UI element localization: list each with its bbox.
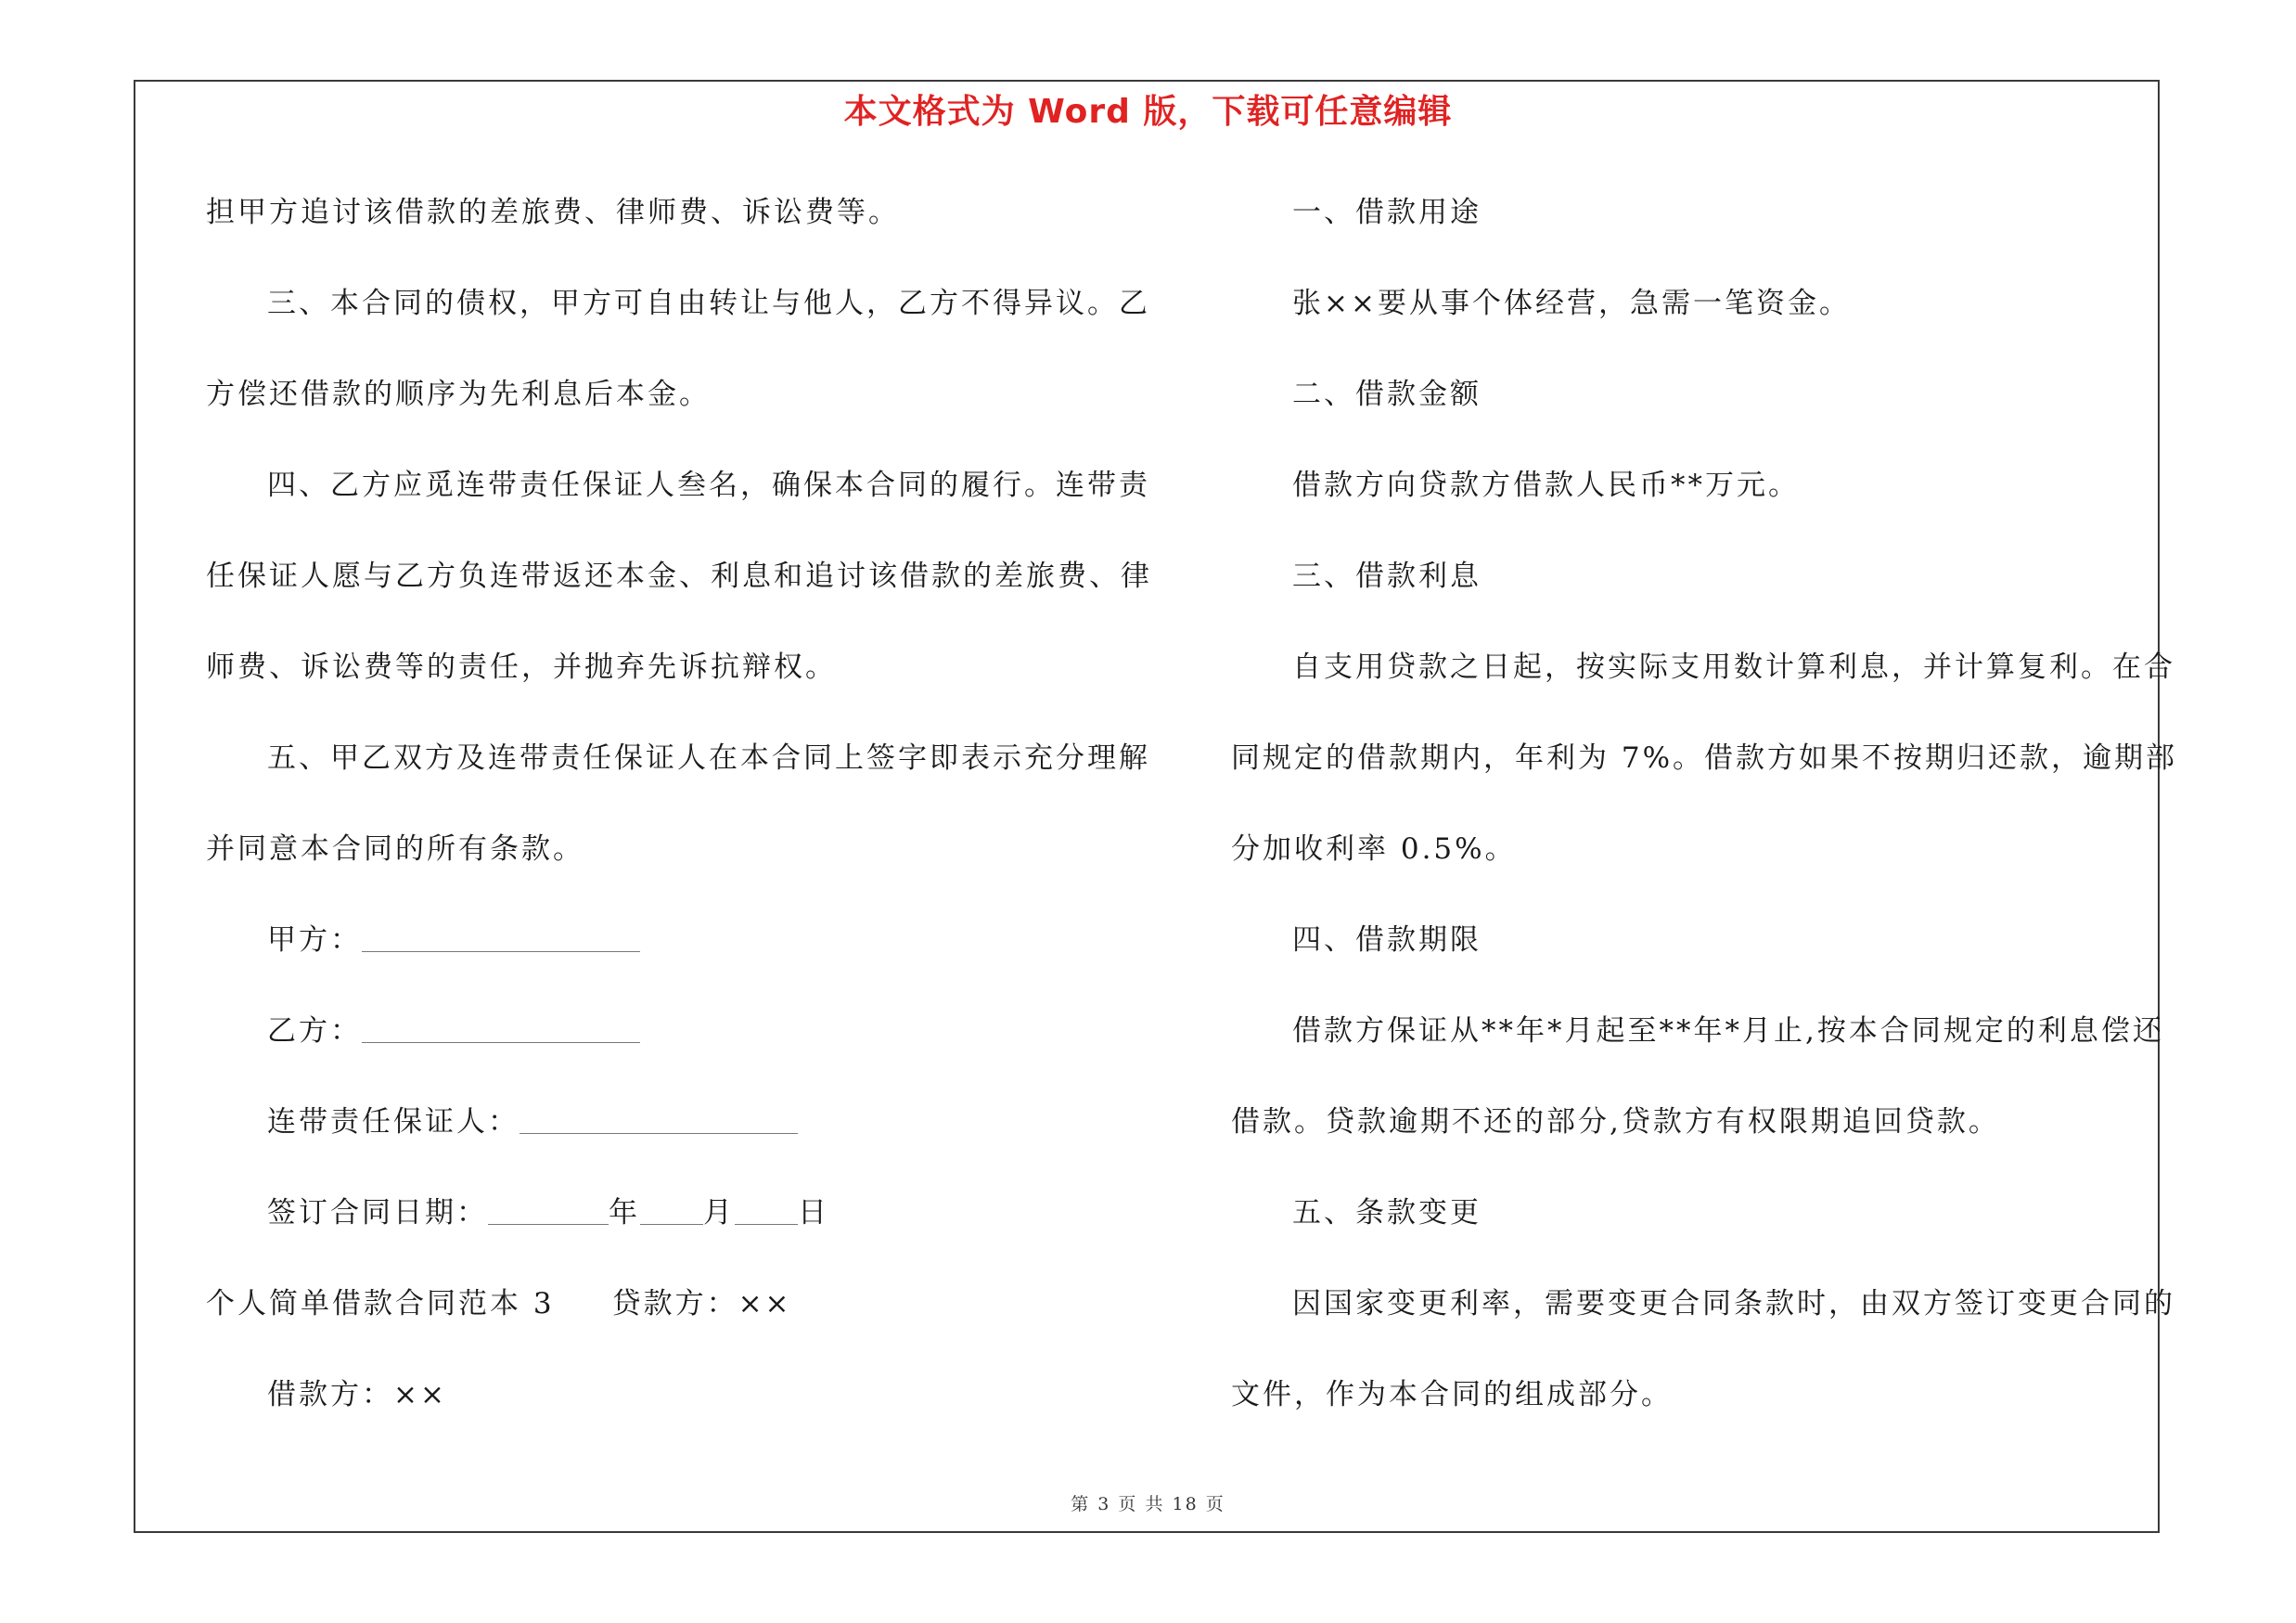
text-line: 五、甲乙双方及连带责任保证人在本合同上签字即表示充分理解 xyxy=(267,741,1150,775)
text-line: 并同意本合同的所有条款。 xyxy=(206,832,584,866)
page-number: 第 3 页 共 18 页 xyxy=(1071,1494,1225,1514)
text-line: 借款。贷款逾期不还的部分,贷款方有权限期追回贷款。 xyxy=(1231,1105,2000,1139)
text-line: 三、本合同的债权，甲方可自由转让与他人，乙方不得异议。乙 xyxy=(267,287,1150,320)
day-blank xyxy=(735,1204,798,1225)
borrower: 借款方：×× xyxy=(267,1378,447,1411)
left-column xyxy=(206,180,1152,1453)
party-a-signature xyxy=(206,908,1134,998)
section-heading: 五、条款变更 xyxy=(1292,1196,1481,1230)
text-line: 因国家变更利率，需要变更合同条款时，由双方签订变更合同的 xyxy=(1292,1287,2175,1320)
guarantor-signature-blank xyxy=(519,1113,798,1134)
guarantor-label: 连带责任保证人： xyxy=(267,1105,519,1139)
text-line: 文件，作为本合同的组成部分。 xyxy=(1231,1378,1673,1411)
year-char: 年 xyxy=(609,1196,640,1230)
right-column xyxy=(1231,180,2178,1453)
section-heading: 四、借款期限 xyxy=(1292,923,1481,957)
year-blank xyxy=(488,1204,609,1225)
party-b-signature xyxy=(206,998,1134,1089)
sign-date-label: 签订合同日期： xyxy=(267,1196,488,1230)
text-line: 方偿还借款的顺序为先利息后本金。 xyxy=(206,378,711,411)
text-line: 担甲方追讨该借款的差旅费、律师费、诉讼费等。 xyxy=(206,196,900,229)
section-heading: 三、借款利息 xyxy=(1292,560,1481,593)
template-title-line xyxy=(206,1271,1134,1362)
month-blank xyxy=(640,1204,703,1225)
party-a-label: 甲方： xyxy=(267,923,362,957)
party-b-label: 乙方： xyxy=(267,1014,362,1048)
text-line: 借款方向贷款方借款人民币**万元。 xyxy=(1292,469,1800,502)
section-heading: 二、借款金额 xyxy=(1292,378,1481,411)
text-line: 借款方保证从**年*月起至**年*月止,按本合同规定的利息偿还 xyxy=(1292,1014,2164,1048)
text-line: 四、乙方应觅连带责任保证人叁名，确保本合同的履行。连带责 xyxy=(267,469,1150,502)
text-line: 自支用贷款之日起，按实际支用数计算利息，并计算复利。在合 xyxy=(1292,650,2175,684)
word-format-banner: 本文格式为 Word 版，下载可任意编辑 xyxy=(843,93,1453,131)
month-char: 月 xyxy=(703,1196,735,1230)
day-char: 日 xyxy=(798,1196,829,1230)
template-title: 个人简单借款合同范本 3 xyxy=(206,1287,555,1320)
text-line: 同规定的借款期内，年利为 7%。借款方如果不按期归还款，逾期部 xyxy=(1231,741,2178,775)
text-line: 张××要从事个体经营，急需一笔资金。 xyxy=(1292,287,1851,320)
sign-date xyxy=(206,1180,1134,1271)
text-line: 任保证人愿与乙方负连带返还本金、利息和追讨该借款的差旅费、律 xyxy=(206,560,1152,593)
text-line: 师费、诉讼费等的责任，并抛弃先诉抗辩权。 xyxy=(206,650,837,684)
party-b-signature-blank xyxy=(362,1022,640,1043)
party-a-signature-blank xyxy=(362,931,640,952)
lender: 贷款方：×× xyxy=(611,1287,792,1320)
section-heading: 一、借款用途 xyxy=(1292,196,1481,229)
guarantor-signature xyxy=(206,1089,1134,1180)
text-line: 分加收利率 0.5%。 xyxy=(1231,832,1517,866)
